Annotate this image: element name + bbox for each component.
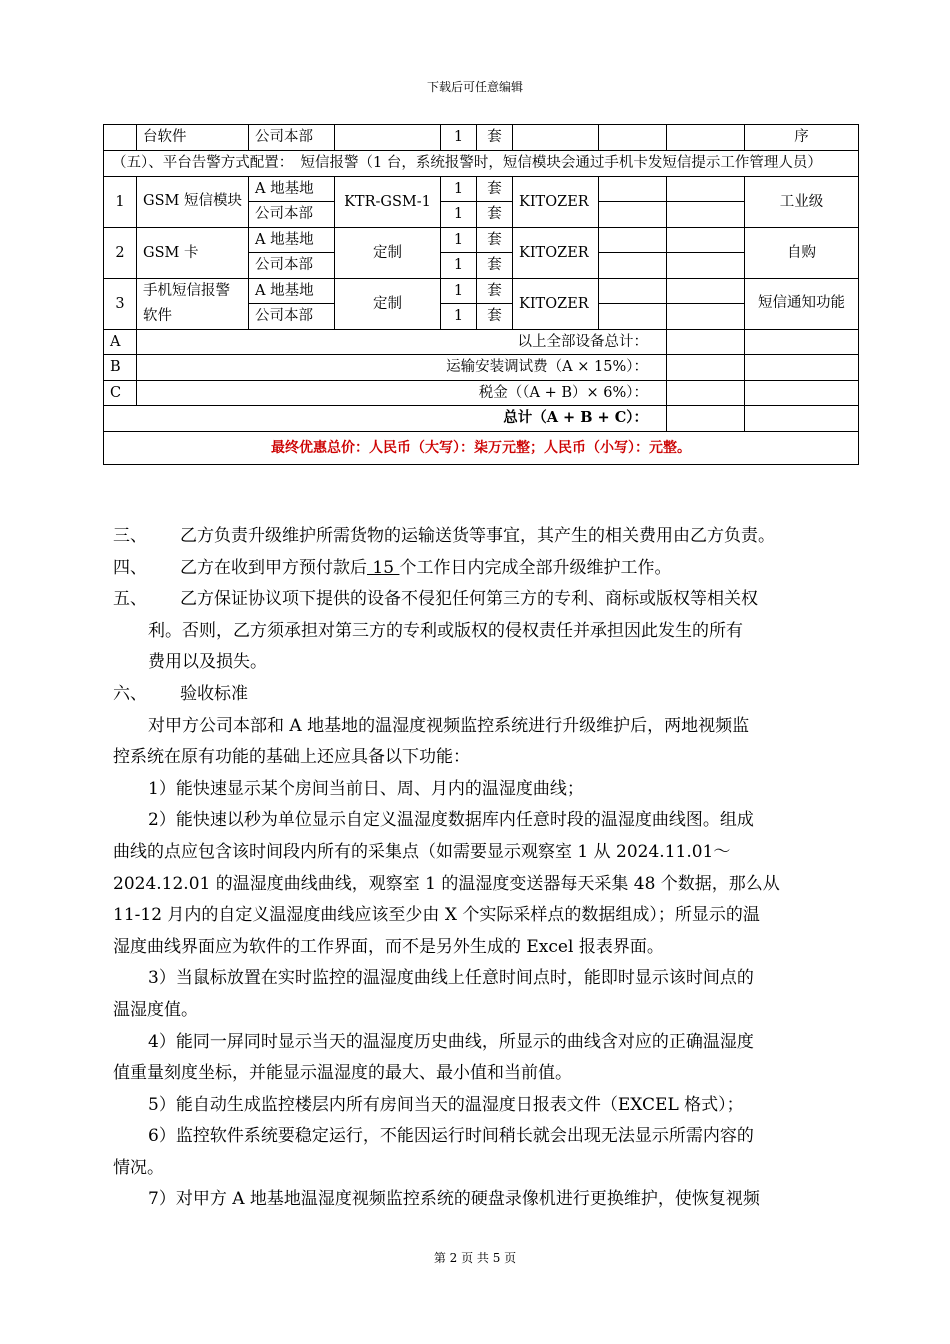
clause-6 bbox=[113, 679, 853, 711]
summary-label: 运输安装调试费（A × 15%）： bbox=[137, 355, 667, 381]
summary-code: C bbox=[104, 380, 137, 406]
summary-code: B bbox=[104, 355, 137, 381]
paragraph-line: 湿度曲线界面应为软件的工作界面，而不是另外生成的 Excel 报表界面。 bbox=[113, 936, 664, 957]
table-row bbox=[104, 227, 859, 253]
final-price: 最终优惠总价：人民币（大写）：柒万元整；人民币（小写）：元整。 bbox=[104, 431, 859, 464]
item-site: 公司本部 bbox=[249, 304, 335, 330]
item-remark: 工业级 bbox=[745, 176, 859, 227]
paragraph-line: 值重量刻度坐标，并能显示温湿度的最大、最小值和当前值。 bbox=[113, 1063, 572, 1084]
clause-number: 五、 bbox=[113, 589, 147, 610]
item-unit: 套 bbox=[477, 253, 513, 279]
item-qty: 1 bbox=[441, 202, 477, 228]
contract-body bbox=[113, 521, 853, 1216]
page-header-note: 下载后可任意编辑 bbox=[426, 80, 523, 94]
page-footer-number: 第 2 页 共 5 页 bbox=[433, 1251, 517, 1265]
item-name: 台软件 bbox=[137, 125, 249, 151]
section-row bbox=[104, 150, 859, 176]
clause-4 bbox=[113, 553, 853, 585]
item-brand: KITOZER bbox=[513, 227, 599, 278]
item-qty: 1 bbox=[441, 253, 477, 279]
item-unit: 套 bbox=[477, 278, 513, 304]
item-unit: 套 bbox=[477, 125, 513, 151]
summary-row bbox=[104, 329, 859, 355]
item-no: 2 bbox=[104, 227, 137, 278]
item-qty: 1 bbox=[441, 227, 477, 253]
item-remark: 序 bbox=[745, 125, 859, 151]
item-name: 手机短信报警软件 bbox=[137, 278, 249, 329]
summary-label: 以上全部设备总计： bbox=[137, 329, 667, 355]
paragraph-line: 6）监控软件系统要稳定运行，不能因运行时间稍长就会出现无法显示所需内容的 bbox=[148, 1126, 754, 1147]
paragraph-line: 7）对甲方 A 地基地温湿度视频监控系统的硬盘录像机进行更换维护，使恢复视频 bbox=[148, 1189, 760, 1210]
clause-text: 乙方负责升级维护所需货物的运输送货等事宜，其产生的相关费用由乙方负责。 bbox=[180, 526, 775, 546]
item-model: KTR-GSM-1 bbox=[335, 176, 441, 227]
table-row bbox=[104, 278, 859, 304]
summary-row bbox=[104, 355, 859, 381]
item-unit: 套 bbox=[477, 202, 513, 228]
item-unit: 套 bbox=[477, 304, 513, 330]
item-no: 1 bbox=[104, 176, 137, 227]
clause-number: 三、 bbox=[113, 526, 147, 546]
item-qty: 1 bbox=[441, 176, 477, 202]
item-brand: KITOZER bbox=[513, 278, 599, 329]
item-site: 公司本部 bbox=[249, 202, 335, 228]
item-no: 3 bbox=[104, 278, 137, 329]
item-remark: 短信通知功能 bbox=[745, 278, 859, 329]
item-brand: KITOZER bbox=[513, 176, 599, 227]
equipment-table bbox=[103, 124, 859, 465]
paragraph-line: 11-12 月内的自定义温湿度曲线应该至少由 X 个实际采样点的数据组成）；所显示的温 bbox=[113, 905, 760, 926]
summary-row bbox=[104, 380, 859, 406]
clause-text: 乙方在收到甲方预付款后 bbox=[180, 557, 367, 578]
clause-number: 四、 bbox=[113, 557, 147, 578]
item-remark: 自购 bbox=[745, 227, 859, 278]
paragraph-line: 情况。 bbox=[113, 1157, 164, 1178]
summary-code: A bbox=[104, 329, 137, 355]
item-site: A 地基地 bbox=[249, 278, 335, 304]
section-title: （五）、平台告警方式配置： 短信报警（1 台，系统报警时，短信模块会通过手机卡发短信提示工作管理人员） bbox=[104, 150, 859, 176]
paragraph-line: 1）能快速显示某个房间当前日、周、月内的温湿度曲线； bbox=[148, 778, 584, 799]
paragraph-line: 2024.12.01 的温湿度曲线曲线，观察室 1 的温湿度变送器每天采集 48 个数据，那么从 bbox=[113, 873, 780, 894]
clause-5-cont: 利。否则，乙方须承担对第三方的专利或版权的侵权责任并承担因此发生的所有 bbox=[148, 620, 743, 641]
paragraph-line: 4）能同一屏同时显示当天的温湿度历史曲线，所显示的曲线含对应的正确温湿度 bbox=[148, 1031, 754, 1052]
clause-number: 六、 bbox=[113, 683, 147, 704]
paragraph-line: 控系统在原有功能的基础上还应具备以下功能： bbox=[113, 747, 470, 768]
paragraph-line: 3）当鼠标放置在实时监控的温湿度曲线上任意时间点时，能即时显示该时间点的 bbox=[148, 968, 754, 989]
item-model: 定制 bbox=[335, 227, 441, 278]
clause-text: 乙方保证协议项下提供的设备不侵犯任何第三方的专利、商标或版权等相关权 bbox=[180, 589, 758, 610]
item-qty: 1 bbox=[441, 304, 477, 330]
item-name: GSM 短信模块 bbox=[137, 176, 249, 227]
item-model: 定制 bbox=[335, 278, 441, 329]
item-qty: 1 bbox=[441, 125, 477, 151]
item-qty: 1 bbox=[441, 278, 477, 304]
clause-5-cont: 费用以及损失。 bbox=[148, 652, 267, 673]
table-row bbox=[104, 125, 859, 151]
item-unit: 套 bbox=[477, 227, 513, 253]
table-row bbox=[104, 176, 859, 202]
paragraph-line: 2）能快速以秒为单位显示自定义温湿度数据库内任意时段的温湿度曲线图。组成 bbox=[148, 810, 754, 831]
clause-text: 个工作日内完成全部升级维护工作。 bbox=[399, 557, 672, 578]
item-site: 公司本部 bbox=[249, 253, 335, 279]
clause-days: 15 bbox=[367, 557, 400, 578]
paragraph-line: 5）能自动生成监控楼层内所有房间当天的温湿度日报表文件（EXCEL 格式）； bbox=[148, 1094, 744, 1115]
item-unit: 套 bbox=[477, 176, 513, 202]
total-label: 总计（A + B + C）： bbox=[104, 406, 667, 432]
item-site: A 地基地 bbox=[249, 227, 335, 253]
clause-5 bbox=[113, 584, 853, 616]
total-row bbox=[104, 406, 859, 432]
final-price-row bbox=[104, 431, 859, 464]
clause-3 bbox=[113, 521, 853, 553]
summary-label: 税金（（A + B）× 6%）： bbox=[137, 380, 667, 406]
paragraph-line: 曲线的点应包含该时间段内所有的采集点（如需要显示观察室 1 从 2024.11.01～ bbox=[113, 841, 731, 862]
paragraph-line: 温湿度值。 bbox=[113, 999, 198, 1020]
item-model bbox=[335, 125, 441, 151]
item-name: GSM 卡 bbox=[137, 227, 249, 278]
clause-title: 验收标准 bbox=[180, 683, 248, 704]
item-site: A 地基地 bbox=[249, 176, 335, 202]
item-site: 公司本部 bbox=[249, 125, 335, 151]
paragraph-line: 对甲方公司本部和 A 地基地的温湿度视频监控系统进行升级维护后，两地视频监 bbox=[148, 715, 750, 736]
